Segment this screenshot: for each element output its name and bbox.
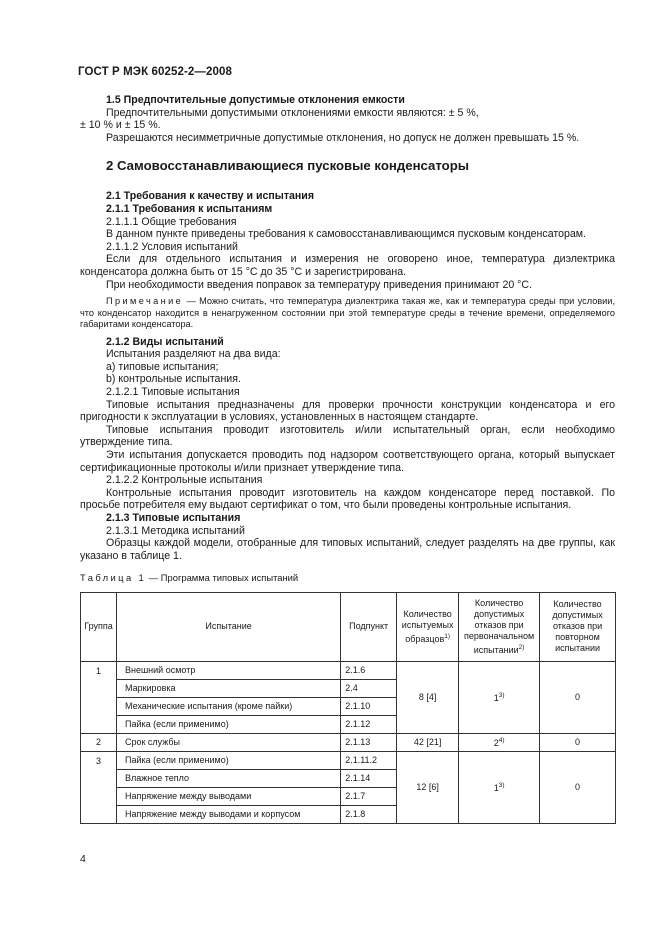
page-body — [80, 94, 615, 824]
section-1-5-title: 1.5 Предпочтительные допустимые отклонения емкости — [106, 94, 405, 106]
repeat-failures-cell: 0 — [540, 733, 616, 751]
subclause-cell: 2.1.14 — [341, 769, 397, 787]
table-row — [81, 751, 616, 769]
subclause-cell: 2.1.7 — [341, 787, 397, 805]
document-code: ГОСТ Р МЭК 60252-2—2008 — [78, 66, 232, 78]
heading-2-1: 2.1 Требования к качеству и испытания — [106, 190, 314, 203]
first-failures-cell — [459, 661, 540, 733]
samples-cell: 12 [6] — [397, 751, 459, 823]
subclause-cell: 2.1.6 — [341, 661, 397, 679]
table-caption-label: Таблица 1 — [80, 572, 147, 584]
table-row — [81, 661, 616, 679]
paragraph: В данном пункте приведены требования к самовосстанавливающимся пусковым конденсаторам. — [106, 228, 586, 241]
footnote-ref: 1) — [444, 632, 451, 640]
col-header-group: Группа — [81, 592, 117, 661]
test-name-cell: Срок службы — [116, 733, 340, 751]
list-item: а) типовые испытания; — [106, 360, 219, 373]
heading-2-1-1-1: 2.1.1.1 Общие требования — [106, 215, 237, 228]
subclause-cell: 2.1.10 — [341, 697, 397, 715]
heading-2-1-3-1: 2.1.3.1 Методика испытаний — [106, 524, 245, 537]
heading-2-1-2-1: 2.1.2.1 Типовые испытания — [106, 386, 240, 398]
subclause-cell: 2.1.13 — [341, 733, 397, 751]
table-caption-title: — Программа типовых испытаний — [146, 572, 299, 584]
col-header-samples — [397, 592, 459, 661]
first-failures-cell — [459, 751, 540, 823]
subclause-cell: 2.1.8 — [341, 805, 397, 823]
paragraph: ± 10 % и ± 15 %. — [80, 119, 161, 132]
note-text: — Можно считать, что температура диэлектрика такая же, как и температура среды при условии, что конденсатор находится в ненагруженном состоянии при этой температуре среды в течение времени, определяемого габаритами конденсатора. — [80, 296, 615, 330]
test-name-cell: Напряжение между выводами — [116, 787, 340, 805]
list-item: b) контрольные испытания. — [106, 373, 241, 386]
first-failures-cell — [459, 733, 540, 751]
subclause-cell: 2.1.11.2 — [341, 751, 397, 769]
col-header-first-failures — [459, 592, 540, 661]
paragraph: Эти испытания допускается проводить под надзором соответствующего органа, который выпускает сертификационные протоколы и/или признает утверждение типа. — [80, 448, 615, 474]
table-row — [81, 733, 616, 751]
test-program-table — [80, 592, 616, 824]
paragraph: При необходимости введения поправок за температуру приведения принимают 20 °С. — [106, 278, 533, 291]
first-failures-value: 1 — [493, 693, 499, 704]
paragraph: Разрешаются несимметричные допустимые отклонения, но допуск не должен превышать 15 %. — [106, 131, 580, 144]
group-cell: 1 — [81, 661, 117, 733]
footnote-ref: 4) — [498, 737, 505, 745]
col-header-subclause: Подпункт — [341, 592, 397, 661]
repeat-failures-cell: 0 — [540, 661, 616, 733]
col-header-test: Испытание — [116, 592, 340, 661]
heading-2-1-2-2: 2.1.2.2 Контрольные испытания — [106, 474, 263, 487]
paragraph: Предпочтительными допустимыми отклонениями емкости являются: ± 5 %, — [106, 106, 479, 119]
section-2-title: 2 Самовосстанавливающиеся пусковые конденсаторы — [106, 158, 470, 174]
subclause-cell: 2.4 — [341, 679, 397, 697]
paragraph: Контрольные испытания проводит изготовитель на каждом конденсаторе перед поставкой. По просьбе потребителя ему выдают сертификат о том, что были проведены контрольные испытания. — [80, 486, 615, 512]
paragraph: Типовые испытания предназначены для проверки прочности конструкции конденсатора и его пригодности к эксплуатации в условиях, установленных в настоящем стандарте. — [80, 398, 615, 424]
paragraph: Если для отдельного испытания и измерения не оговорено иное, температура диэлектрика конденсатора должна быть от 15 °С до 35 °С и зарегистрирована. — [80, 253, 615, 278]
heading-2-1-2: 2.1.2 Виды испытаний — [106, 335, 224, 348]
heading-2-1-1: 2.1.1 Требования к испытаниям — [106, 202, 273, 215]
test-name-cell: Влажное тепло — [116, 769, 340, 787]
test-name-cell: Внешний осмотр — [116, 661, 340, 679]
heading-2-1-3: 2.1.3 Типовые испытания — [106, 511, 241, 524]
test-name-cell: Маркировка — [116, 679, 340, 697]
paragraph: Испытания разделяют на два вида: — [106, 348, 281, 361]
col-header-samples-text: Количество испытуемых образцов — [401, 608, 454, 644]
footnote-ref: 3) — [498, 782, 505, 790]
group-cell: 2 — [81, 733, 117, 751]
page-number: 4 — [80, 853, 86, 865]
col-header-repeat-failures: Количество допустимых отказов при повторном испытании — [540, 592, 616, 661]
paragraph: Образцы каждой модели, отобранные для типовых испытаний, следует разделять на две группы, как указано в таблице 1. — [80, 537, 615, 562]
table-header-row — [81, 592, 616, 661]
repeat-failures-cell: 0 — [540, 751, 616, 823]
col-header-first-failures-text: Количество допустимых отказов при первоначальном испытании — [464, 597, 535, 655]
samples-cell: 8 [4] — [397, 661, 459, 733]
test-name-cell: Напряжение между выводами и корпусом — [116, 805, 340, 823]
test-name-cell: Механические испытания (кроме пайки) — [116, 697, 340, 715]
footnote-ref: 2) — [518, 643, 525, 651]
first-failures-value: 2 — [493, 738, 499, 749]
group-cell: 3 — [81, 751, 117, 823]
samples-cell: 42 [21] — [397, 733, 459, 751]
test-name-cell: Пайка (если применимо) — [116, 715, 340, 733]
table-caption — [80, 572, 615, 585]
note — [80, 296, 615, 331]
table-body — [81, 661, 616, 823]
test-name-cell: Пайка (если применимо) — [116, 751, 340, 769]
paragraph: Типовые испытания проводит изготовитель и/или испытательный орган, если необходимо утверждение типа. — [80, 423, 615, 449]
footnote-ref: 3) — [498, 692, 505, 700]
first-failures-value: 1 — [493, 783, 499, 794]
subclause-cell: 2.1.12 — [341, 715, 397, 733]
note-label: Примечание — [106, 296, 184, 307]
heading-2-1-1-2: 2.1.1.2 Условия испытаний — [106, 240, 238, 253]
